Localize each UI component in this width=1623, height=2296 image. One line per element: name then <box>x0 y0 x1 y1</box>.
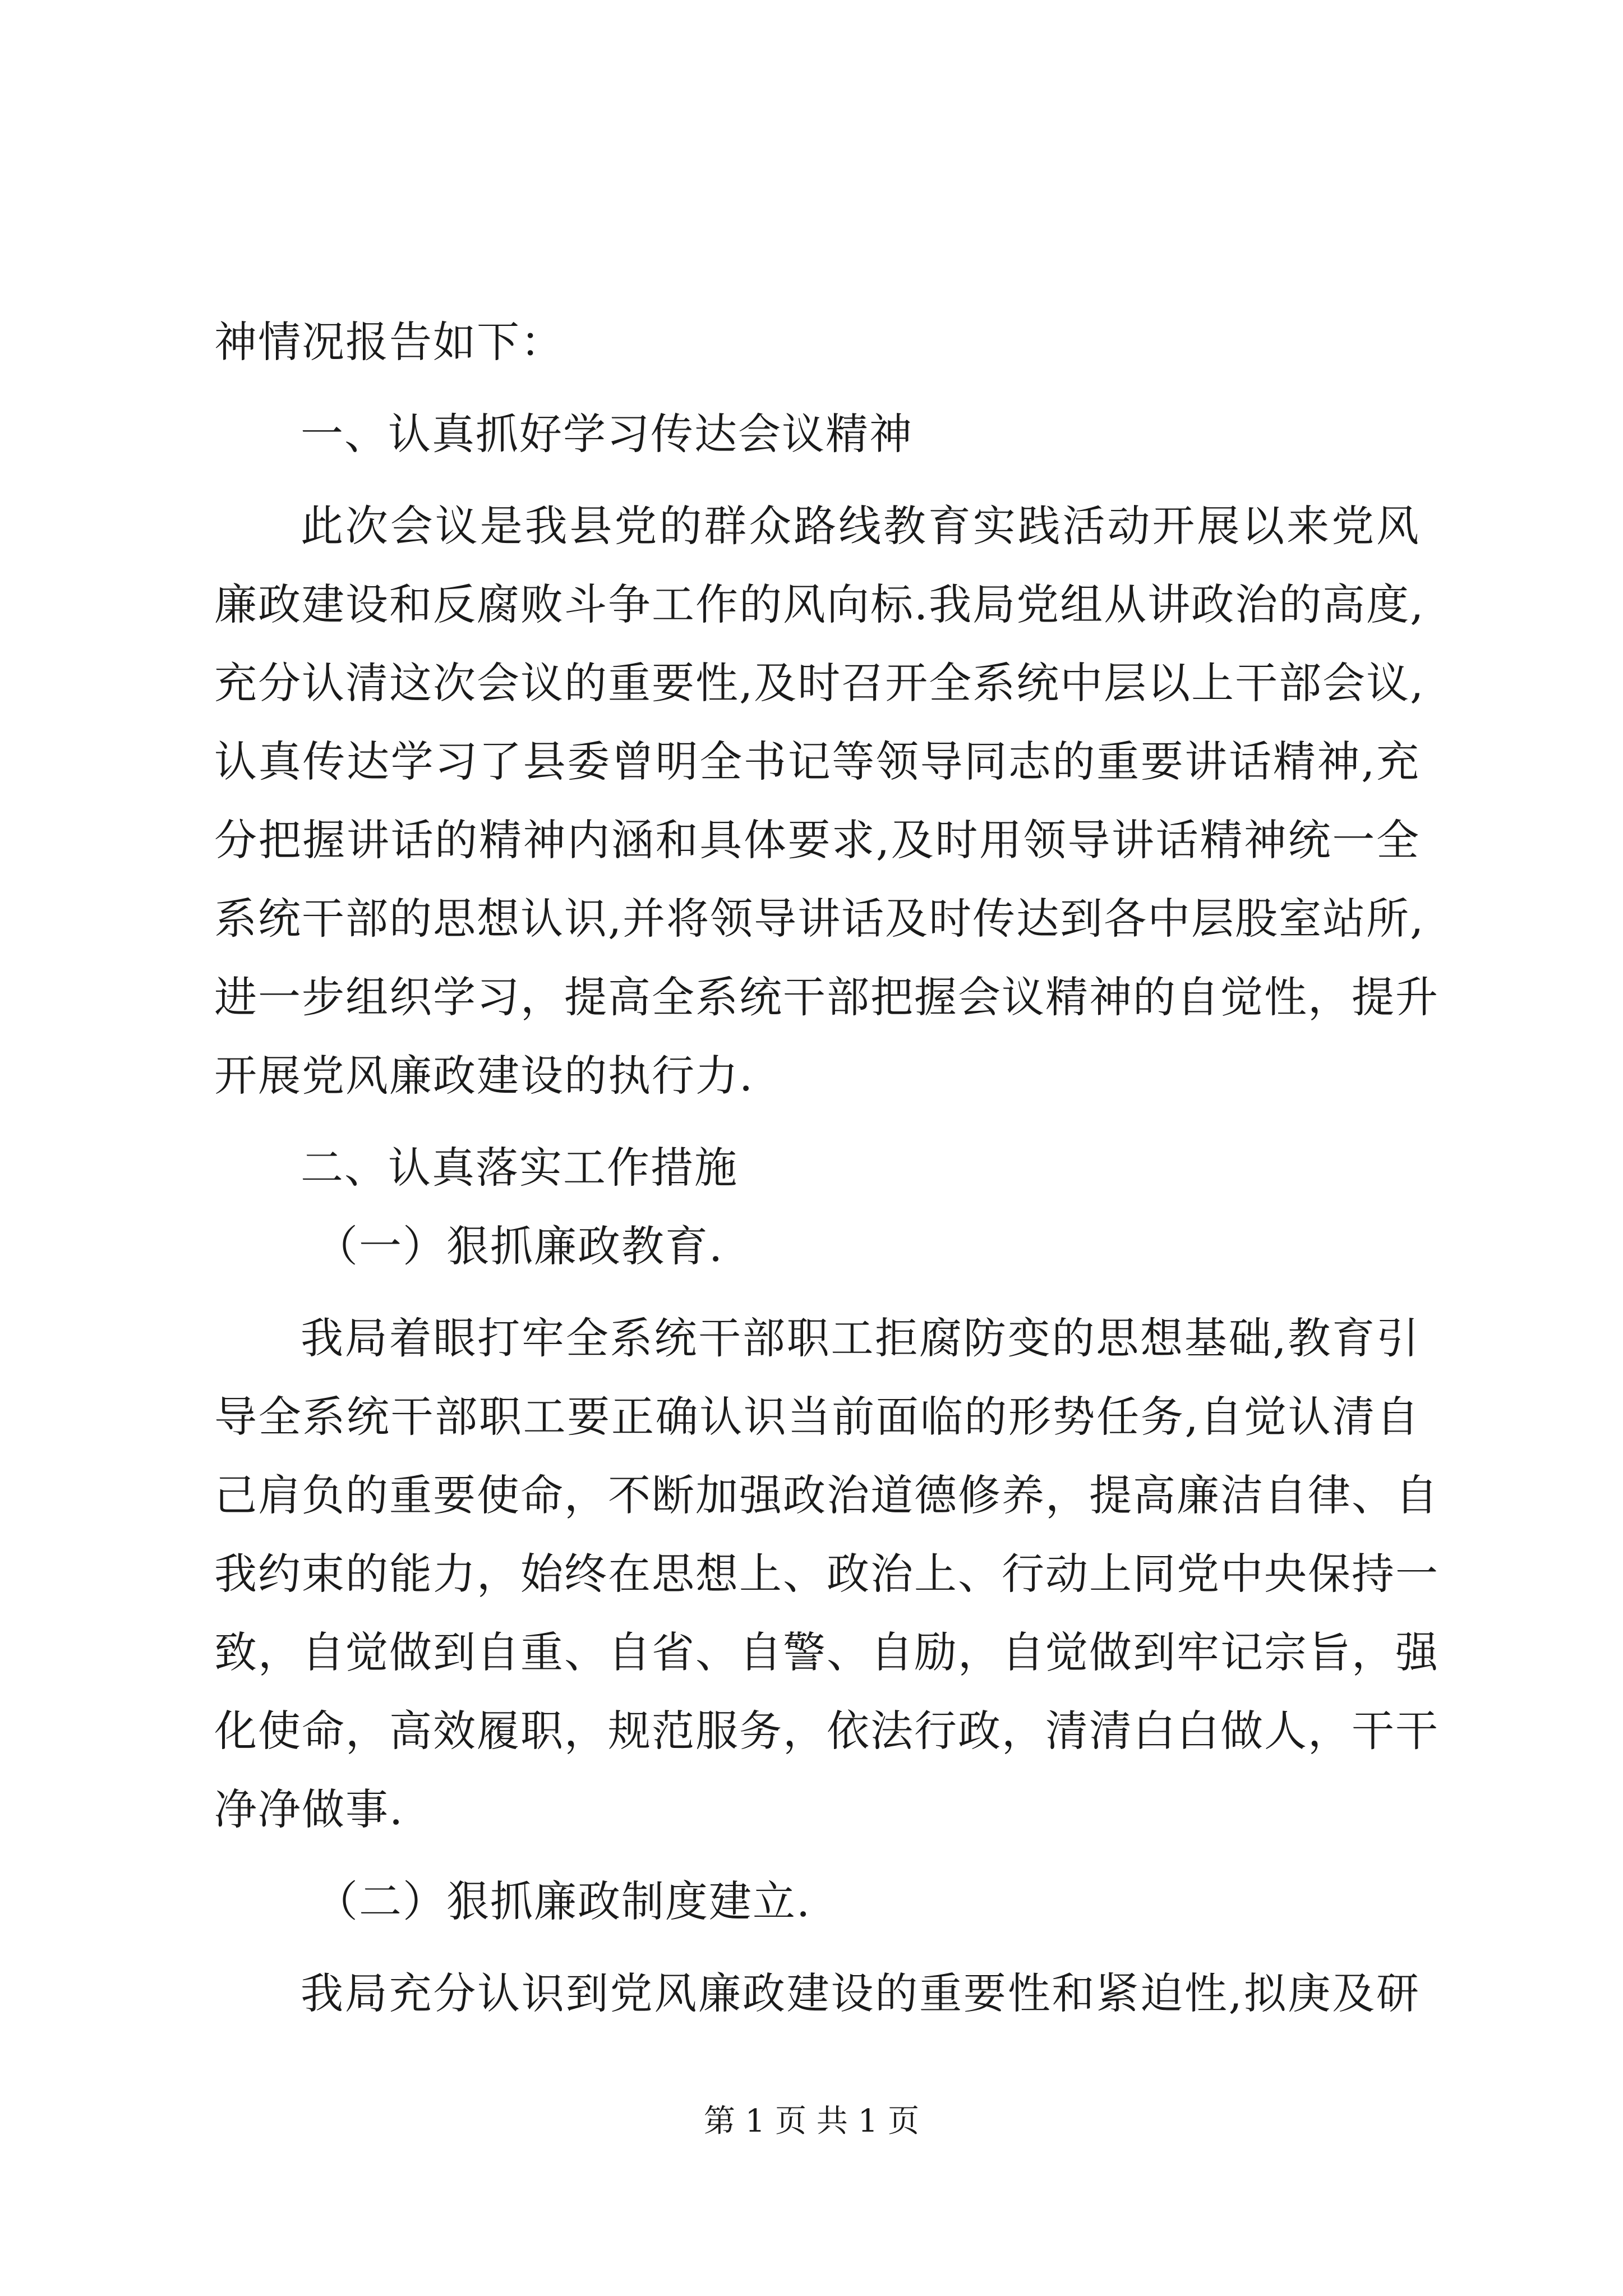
paragraph-line: 认真传达学习了县委曾明全书记等领导同志的重要讲话精神,充 <box>214 737 1420 786</box>
paragraph-line: 净净做事. <box>214 1784 404 1834</box>
paragraph-line: 我约束的能力，始终在思想上、政治上、行动上同党中央保持一 <box>214 1549 1439 1599</box>
paragraph-line: 我局充分认识到党风廉政建设的重要性和紧迫性,拟庚及研 <box>301 1968 1420 2018</box>
paragraph-line: 开展党风廉政建设的执行力. <box>214 1051 754 1101</box>
paragraph-line: 化使命，高效履职，规范服务，依法行政，清清白白做人，干干 <box>214 1706 1439 1756</box>
paragraph-line: 致，自觉做到自重、自省、自警、自励，自觉做到牢记宗旨，强 <box>214 1627 1439 1677</box>
document-body <box>214 303 1439 2033</box>
intro-tail-text: 神情况报告如下： <box>214 317 564 367</box>
page-number-footer: 第 1 页 共 1 页 <box>703 2103 920 2139</box>
paragraph-line: 系统干部的思想认识,并将领导讲话及时传达到各中层股室站所, <box>214 894 1425 944</box>
paragraph-line: 导全系统干部职工要正确认识当前面临的形势任务,自觉认清自 <box>214 1392 1420 1442</box>
subsection-2-paragraph <box>214 1954 1420 2033</box>
section-2-heading: 二、认真落实工作措施 <box>301 1143 738 1193</box>
paragraph-line: 充分认清这次会议的重要性,及时召开全系统中层以上干部会议, <box>214 658 1425 708</box>
subsection-2-heading: （二）狠抓廉政制度建立. <box>315 1876 811 1926</box>
section-1-paragraph <box>214 487 1439 1115</box>
paragraph-line: 分把握讲话的精神内涵和具体要求,及时用领导讲话精神统一全 <box>214 815 1420 865</box>
paragraph-line: 此次会议是我县党的群众路线教育实践活动开展以来党风 <box>301 501 1420 551</box>
paragraph-line: 进一步组织学习，提高全系统干部把握会议精神的自觉性，提升 <box>214 972 1439 1022</box>
paragraph-line: 廉政建设和反腐败斗争工作的风向标.我局党组从讲政治的高度, <box>214 579 1425 629</box>
subsection-1-heading: （一）狠抓廉政教育. <box>315 1221 724 1271</box>
paragraph-line: 己肩负的重要使命，不断加强政治道德修养，提高廉洁自律、自 <box>214 1470 1439 1520</box>
section-1-heading: 一、认真抓好学习传达会议精神 <box>301 409 913 459</box>
paragraph-line: 我局着眼打牢全系统干部职工拒腐防变的思想基础,教育引 <box>301 1313 1420 1363</box>
subsection-1-paragraph <box>214 1299 1439 1849</box>
